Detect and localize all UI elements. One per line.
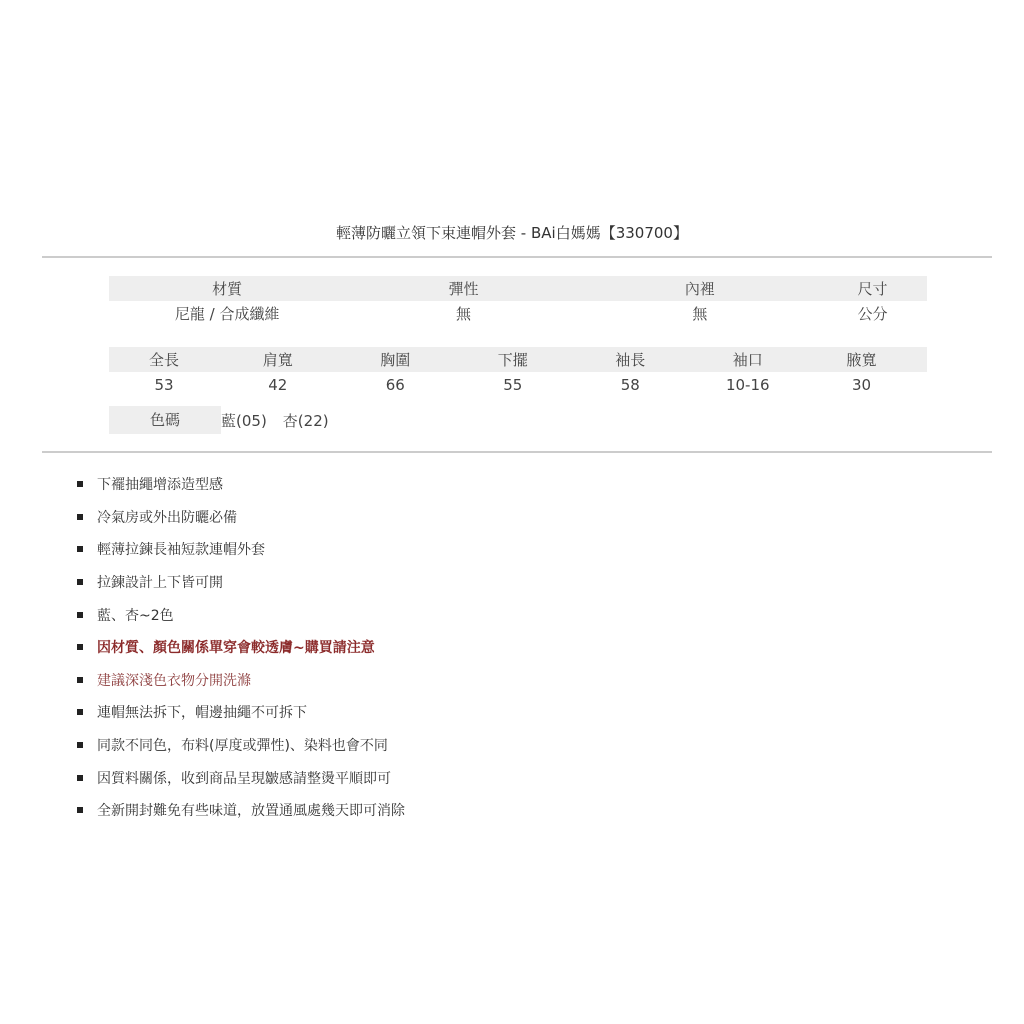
bottom-divider xyxy=(42,451,992,453)
list-item xyxy=(72,761,405,794)
feature-text: 因材質、顏色關係單穿會較透膚~購買請注意 xyxy=(97,640,375,657)
bullet-icon xyxy=(77,742,83,748)
list-item xyxy=(72,794,405,827)
list-item xyxy=(72,729,405,762)
list-item xyxy=(72,566,405,599)
size-header-shoulder: 肩寬 xyxy=(262,351,293,369)
bullet-icon xyxy=(77,612,83,618)
spec-header-material: 材質 xyxy=(212,280,243,298)
list-item-wash-note xyxy=(72,664,405,697)
spec-header-unit: 尺寸 xyxy=(857,280,888,298)
color-options xyxy=(109,406,329,434)
bullet-icon xyxy=(77,709,83,715)
feature-text: 冷氣房或外出防曬必備 xyxy=(97,509,237,526)
list-item xyxy=(72,696,405,729)
color-option-apricot: 杏(22) xyxy=(282,411,329,430)
bullet-icon xyxy=(77,514,83,520)
list-item xyxy=(72,598,405,631)
feature-text: 拉鍊設計上下皆可開 xyxy=(97,575,223,592)
bullet-icon xyxy=(77,644,83,650)
bullet-icon xyxy=(77,546,83,552)
color-label: 色碼 xyxy=(109,406,221,434)
feature-text: 輕薄拉鍊長袖短款連帽外套 xyxy=(97,542,265,559)
spec-value-elasticity: 無 xyxy=(456,305,472,323)
bullet-icon xyxy=(77,481,83,487)
list-item-warning xyxy=(72,631,405,664)
product-title: 輕薄防曬立領下束連帽外套 - BAi白媽媽【330700】 xyxy=(336,224,688,242)
bullet-icon xyxy=(77,775,83,781)
color-option-blue: 藍(05) xyxy=(221,411,267,430)
size-value-sleeve-length: 58 xyxy=(620,375,640,394)
top-divider xyxy=(42,256,992,258)
bullet-icon xyxy=(77,807,83,813)
spec-table xyxy=(109,276,927,326)
bullet-icon xyxy=(77,579,83,585)
spec-header-elasticity: 彈性 xyxy=(448,280,479,298)
spec-header-lining: 內裡 xyxy=(684,280,715,298)
spec-value-row xyxy=(109,301,927,326)
size-header-row xyxy=(109,347,927,372)
size-header-cuff: 袖口 xyxy=(732,351,763,369)
feature-text: 下襬抽繩增添造型感 xyxy=(97,477,223,494)
size-header-chest: 胸圍 xyxy=(380,351,411,369)
spec-value-material: 尼龍 / 合成纖維 xyxy=(174,305,280,323)
spec-value-unit: 公分 xyxy=(857,305,888,323)
size-header-sleeve-length: 袖長 xyxy=(615,351,646,369)
feature-text: 全新開封難免有些味道，放置通風處幾天即可消除 xyxy=(97,803,405,820)
feature-text: 因質料關係，收到商品呈現皺感請整燙平順即可 xyxy=(97,770,391,787)
spec-header-row xyxy=(109,276,927,301)
size-header-length: 全長 xyxy=(148,351,179,369)
feature-text: 同款不同色，布料(厚度或彈性)、染料也會不同 xyxy=(97,738,388,755)
size-value-row xyxy=(109,372,927,397)
list-item xyxy=(72,468,405,501)
size-header-hem: 下擺 xyxy=(497,351,528,369)
list-item xyxy=(72,533,405,566)
bullet-icon xyxy=(77,677,83,683)
size-value-shoulder: 42 xyxy=(268,375,288,394)
size-value-chest: 66 xyxy=(385,375,405,394)
size-value-armpit: 30 xyxy=(851,375,872,394)
list-item xyxy=(72,501,405,534)
feature-text: 連帽無法拆下，帽邊抽繩不可拆下 xyxy=(97,705,307,722)
size-value-hem: 55 xyxy=(503,375,523,394)
size-value-cuff: 10-16 xyxy=(725,375,770,394)
feature-text: 建議深淺色衣物分開洗滌 xyxy=(97,672,251,689)
size-value-length: 53 xyxy=(154,375,174,394)
feature-text: 藍、杏~2色 xyxy=(97,607,174,624)
spec-value-lining: 無 xyxy=(692,305,708,323)
size-header-armpit: 腋寬 xyxy=(846,351,877,369)
feature-list xyxy=(72,468,405,827)
size-table xyxy=(109,347,927,397)
